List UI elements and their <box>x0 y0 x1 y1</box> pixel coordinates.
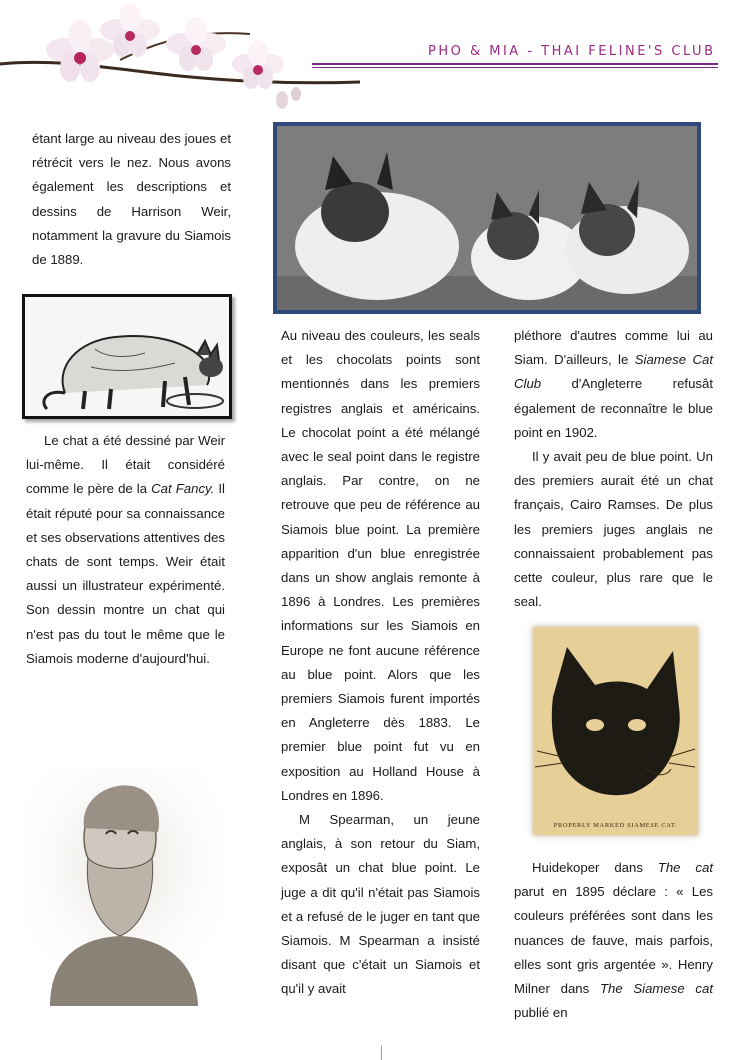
middle-column <box>281 324 480 1002</box>
paragraph: Le chat a été dessiné par Weir lui-même. Il était considéré comme le père de la Cat Fancy. Il était réputé pour sa connaissance et ses observations attentives des chats de sont temps. Weir était aussi un illustrateur expérimenté. Son dessin montre un chat qui n'est pas du tout le même que le Siamois moderne d'aujourd'hui. <box>26 433 225 666</box>
weir-sketch-figure <box>22 294 232 419</box>
paragraph: étant large au niveau des joues et rétrécit vers le nez. Nous avons également les descriptions et dessins de Harrison Weir, notamment la gravure du Siamois de 1889. <box>32 131 231 268</box>
page-divider-mark <box>381 1046 382 1060</box>
header-rule <box>312 63 718 65</box>
paragraph: Au niveau des couleurs, les seals et les chocolats points sont mentionnés dans les premiers registres anglais et américains. Le chocolat point a été mélangé avec le seal point dans le registre anglais. Par contre, on ne retrouve que peu de référence au Siamois blue point. La première apparition d'un blue enregistrée dans un show anglais remonte à 1896 à Londres. Les premières informations sur les Siamois en Europe ne font aucune référence au blue point. Alors que les premiers Siamois furent importés en Angleterre dès 1883. Le premier blue point fut vu en exposition au Holland House à Londres en 1896. <box>281 328 480 803</box>
header-title: PHO & MIA - THAI FELINE'S CLUB <box>428 44 716 59</box>
left-column-bottom <box>26 429 225 671</box>
figure-caption: PROPERLY MARKED SIAMESE CAT. <box>553 822 678 829</box>
sepia-cat-figure <box>533 627 698 835</box>
cat-drinking-sketch <box>25 297 229 416</box>
siamese-kittens-photo <box>273 122 701 314</box>
paragraph: Huidekoper dans The cat parut en 1895 déclare : « Les couleurs préférées sont dans les nuances de fauve, mais parfois, elles sont gris argentée ». Henry Milner dans The Siamese cat publié en <box>514 860 713 1021</box>
cat-head-sketch <box>533 627 698 817</box>
left-column-top <box>32 127 231 272</box>
right-column-bottom <box>514 856 713 1025</box>
paragraph: pléthore d'autres comme lui au Siam. D'ailleurs, le Siamese Cat Club d'Angleterre refusât également de reconnaître le blue point en 1902. <box>514 328 713 440</box>
right-column-top <box>514 324 713 614</box>
paragraph: Il y avait peu de blue point. Un des premiers aurait été un chat français, Cairo Ramses. De plus les premiers juges anglais ne connaissaient probablement pas cette couleur, plus rare que le seal. <box>514 449 713 610</box>
harrison-weir-portrait <box>20 768 226 1006</box>
photo-image <box>277 126 697 310</box>
kittens-illustration <box>277 126 697 310</box>
portrait-engraving <box>20 768 226 1006</box>
orchid-decoration <box>0 0 380 118</box>
orchid-flower <box>166 17 226 71</box>
paragraph: M Spearman, un jeune anglais, à son retour du Siam, exposât un chat blue point. Le juge a dit qu'il n'était pas Siamois et a refusé de le juger en tant que Siamois. M Spearman a insisté disant que c'était un Siamois et qu'il y avait <box>281 812 480 997</box>
header-rule-thin <box>312 67 718 68</box>
